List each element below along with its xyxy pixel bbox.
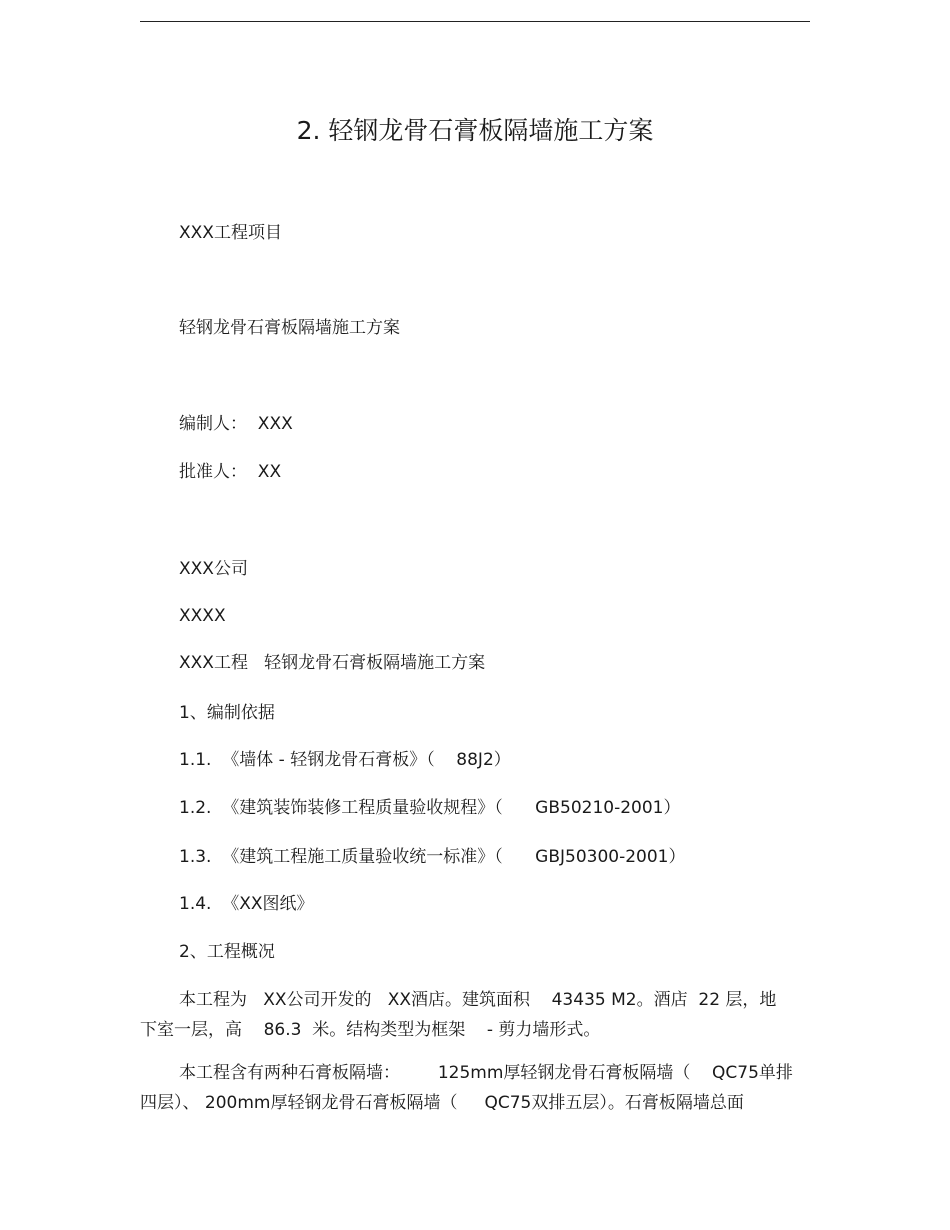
header-rule — [140, 21, 810, 22]
body-heading: XXX工程 轻钢龙骨石膏板隔墙施工方案 — [179, 653, 486, 673]
cover-approver: 批准人： XX — [179, 462, 282, 482]
document-title: 2. 轻钢龙骨石膏板隔墙施工方案 — [296, 116, 654, 145]
overview-paragraph-1 — [140, 985, 805, 1045]
cover-project: XXX工程项目 — [179, 223, 282, 243]
paragraph-line: 本工程为 XX公司开发的 XX酒店。建筑面积 43435 M2。酒店 22 层，地 — [179, 990, 777, 1010]
reference-3: 1.3. 《建筑工程施工质量验收统一标准》（ GBJ50300-2001） — [179, 847, 686, 867]
cover-date: XXXX — [179, 606, 226, 626]
reference-4: 1.4. 《XX图纸》 — [179, 894, 314, 914]
overview-paragraph-2 — [140, 1058, 805, 1118]
section-1-title: 1、编制依据 — [179, 703, 275, 723]
paragraph-line: 下室一层，高 86.3 米。结构类型为框架 - 剪力墙形式。 — [140, 1020, 601, 1040]
section-2-title: 2、工程概况 — [179, 942, 275, 962]
paragraph-line: 本工程含有两种石膏板隔墙： 125mm厚轻钢龙骨石膏板隔墙（ QC75单排 — [179, 1063, 793, 1083]
cover-company: XXX公司 — [179, 559, 248, 579]
paragraph-line: 四层）、 200mm厚轻钢龙骨石膏板隔墙（ QC75双排五层）。石膏板隔墙总面 — [140, 1093, 744, 1113]
cover-compiler: 编制人： XXX — [179, 414, 293, 434]
reference-1: 1.1. 《墙体 - 轻钢龙骨石膏板》（ 88J2） — [179, 750, 511, 770]
reference-2: 1.2. 《建筑装饰装修工程质量验收规程》（ GB50210-2001） — [179, 798, 681, 818]
cover-plan-name: 轻钢龙骨石膏板隔墙施工方案 — [179, 318, 400, 338]
